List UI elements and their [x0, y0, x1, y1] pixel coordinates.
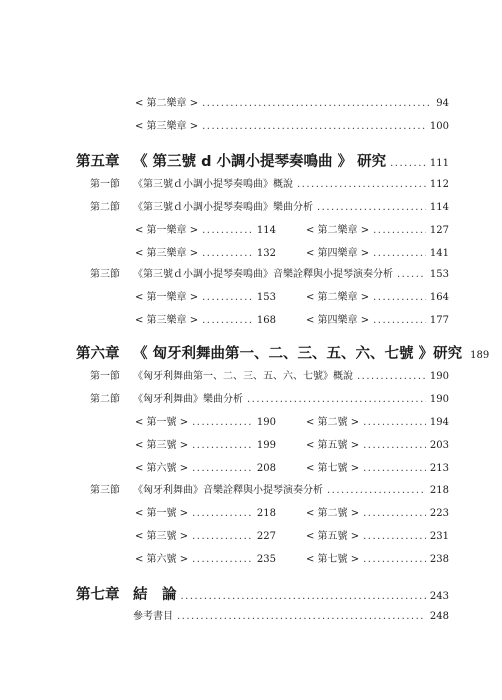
section-page: 218: [429, 485, 449, 496]
toc-entry-label: < 第三樂章 >: [135, 315, 199, 326]
section-entry[interactable]: [133, 201, 449, 215]
dot-leader: [327, 484, 426, 498]
toc-entry-label: < 第七號 >: [306, 554, 360, 565]
section-entry[interactable]: [133, 370, 449, 384]
toc-entry-label: < 第三號 >: [135, 531, 189, 542]
toc-entry-page: 199: [256, 440, 276, 451]
toc-entry[interactable]: [306, 224, 449, 238]
toc-entry-page: 231: [429, 531, 449, 542]
dot-leader: [373, 224, 426, 238]
dot-leader: [202, 97, 432, 111]
dot-leader: [192, 553, 253, 567]
section-title: 《匈牙利舞曲》樂曲分析: [133, 394, 243, 405]
chapter-page: 111: [429, 158, 449, 169]
toc-entry-label: < 第二樂章 >: [306, 292, 370, 303]
toc-entry-page: 100: [429, 121, 449, 132]
dot-leader: [357, 370, 426, 384]
chapter-page: 189: [470, 350, 490, 361]
dot-leader: [192, 507, 253, 521]
toc-entry-label: < 第四樂章 >: [306, 315, 370, 326]
toc-entry[interactable]: [135, 224, 276, 238]
chapter-title-entry[interactable]: [133, 153, 449, 173]
bibliography-entry[interactable]: [133, 610, 449, 624]
toc-entry[interactable]: [135, 97, 449, 111]
section-page: 153: [429, 269, 449, 280]
toc-entry-label: < 第四樂章 >: [306, 248, 370, 259]
section-entry[interactable]: [133, 484, 449, 498]
toc-entry-label: < 第二號 >: [306, 508, 360, 519]
chapter-page: 243: [429, 591, 449, 602]
toc-entry-page: 177: [429, 315, 449, 326]
toc-entry[interactable]: [135, 462, 276, 476]
dot-leader: [192, 416, 253, 430]
section-title: 《第三號ｄ小調小提琴奏鳴曲》樂曲分析: [133, 202, 313, 213]
dot-leader: [373, 247, 426, 261]
toc-entry-label: < 第三樂章 >: [135, 248, 199, 259]
section-number: 第一節: [90, 179, 120, 190]
toc-entry-label: < 第二號 >: [306, 417, 360, 428]
toc-entry-label: < 第五號 >: [306, 440, 360, 451]
toc-entry-label: < 第一樂章 >: [135, 225, 199, 236]
dot-leader: [373, 291, 426, 305]
toc-entry-label: < 第五號 >: [306, 531, 360, 542]
dot-leader: [192, 439, 253, 453]
dot-leader: [297, 178, 426, 192]
dot-leader: [317, 201, 426, 215]
toc-entry[interactable]: [135, 291, 276, 305]
toc-entry[interactable]: [306, 291, 449, 305]
toc-entry-page: 127: [429, 225, 449, 236]
toc-entry-page: 208: [256, 463, 276, 474]
section-title: 《匈牙利舞曲第一、二、三、五、六、七號》概說: [133, 371, 353, 382]
section-number: 第三節: [90, 269, 120, 280]
toc-entry-page: 213: [429, 463, 449, 474]
section-entry[interactable]: [133, 178, 449, 192]
toc-entry-page: 218: [256, 508, 276, 519]
dot-leader: [202, 314, 253, 328]
section-title: 《匈牙利舞曲》音樂詮釋與小提琴演奏分析: [133, 485, 323, 496]
section-number: 第一節: [90, 371, 120, 382]
section-entry[interactable]: [133, 268, 449, 282]
dot-leader: [363, 530, 426, 544]
dot-leader: [363, 462, 426, 476]
section-page: 190: [429, 394, 449, 405]
chapter-number: 第六章: [76, 346, 120, 362]
dot-leader: [177, 610, 426, 624]
toc-entry[interactable]: [135, 120, 449, 134]
toc-entry-page: 194: [429, 417, 449, 428]
toc-entry[interactable]: [306, 247, 449, 261]
chapter-number: 第五章: [76, 154, 120, 170]
dot-leader: [363, 416, 426, 430]
toc-entry-page: 153: [256, 292, 276, 303]
dot-leader: [363, 507, 426, 521]
section-entry[interactable]: [133, 393, 449, 407]
toc-entry-label: < 第六號 >: [135, 554, 189, 565]
section-page: 190: [429, 371, 449, 382]
toc-entry[interactable]: [135, 507, 276, 521]
toc-entry[interactable]: [135, 314, 276, 328]
chapter-title: 結 論: [133, 587, 177, 603]
toc-entry-page: 190: [256, 417, 276, 428]
toc-entry-label: < 第六號 >: [135, 463, 189, 474]
chapter-title-entry[interactable]: [133, 345, 490, 365]
toc-entry-page: 168: [256, 315, 276, 326]
dot-leader: [373, 314, 426, 328]
toc-entry-label: < 第三號 >: [135, 440, 189, 451]
toc-entry-label: < 第二樂章 >: [135, 98, 199, 109]
dot-leader: [202, 291, 253, 305]
section-title: 《第三號ｄ小調小提琴奏鳴曲》概說: [133, 179, 293, 190]
toc-entry-page: 94: [436, 98, 449, 109]
toc-entry-page: 114: [256, 225, 276, 236]
chapter-title: 《 匈牙利舞曲第一、二、三、五、六、七號 》研究: [133, 346, 463, 362]
section-page: 112: [429, 179, 449, 190]
toc-entry-label: < 第二樂章 >: [306, 225, 370, 236]
section-number: 第二節: [90, 202, 120, 213]
toc-entry[interactable]: [135, 247, 276, 261]
toc-entry-page: 235: [256, 554, 276, 565]
toc-entry-label: < 第一號 >: [135, 508, 189, 519]
toc-entry[interactable]: [306, 553, 449, 567]
toc-entry[interactable]: [135, 416, 276, 430]
toc-entry[interactable]: [306, 507, 449, 521]
section-number: 第二節: [90, 394, 120, 405]
dot-leader: [390, 155, 426, 173]
toc-entry-page: 223: [429, 508, 449, 519]
dot-leader: [202, 224, 253, 238]
toc-entry[interactable]: [135, 553, 276, 567]
section-number: 第三節: [90, 485, 120, 496]
dot-leader: [202, 247, 253, 261]
bibliography-page: 248: [429, 611, 449, 622]
toc-entry-page: 141: [429, 248, 449, 259]
toc-entry-page: 238: [429, 554, 449, 565]
dot-leader: [363, 553, 426, 567]
dot-leader: [363, 439, 426, 453]
dot-leader: [247, 393, 426, 407]
chapter-title-entry[interactable]: [133, 586, 449, 606]
toc-entry-page: 164: [429, 292, 449, 303]
toc-entry[interactable]: [135, 439, 276, 453]
toc-entry[interactable]: [306, 439, 449, 453]
toc-entry[interactable]: [306, 314, 449, 328]
toc-entry[interactable]: [306, 530, 449, 544]
dot-leader: [397, 268, 426, 282]
toc-entry-label: < 第七號 >: [306, 463, 360, 474]
toc-entry-page: 132: [256, 248, 276, 259]
section-page: 114: [429, 202, 449, 213]
dot-leader: [192, 462, 253, 476]
toc-entry-label: < 第三樂章 >: [135, 121, 199, 132]
toc-entry[interactable]: [135, 530, 276, 544]
toc-entry[interactable]: [306, 462, 449, 476]
toc-entry-page: 227: [256, 531, 276, 542]
chapter-number: 第七章: [76, 587, 120, 603]
section-title: 《第三號ｄ小調小提琴奏鳴曲》音樂詮釋與小提琴演奏分析: [133, 269, 393, 280]
bibliography-title: 參考書目: [133, 611, 173, 622]
toc-entry-page: 203: [429, 440, 449, 451]
chapter-title: 《 第三號 d 小調小提琴奏鳴曲 》 研究: [133, 154, 387, 170]
dot-leader: [192, 530, 253, 544]
toc-entry[interactable]: [306, 416, 449, 430]
dot-leader: [202, 120, 426, 134]
dot-leader: [181, 588, 426, 606]
toc-entry-label: < 第一樂章 >: [135, 292, 199, 303]
toc-entry-label: < 第一號 >: [135, 417, 189, 428]
